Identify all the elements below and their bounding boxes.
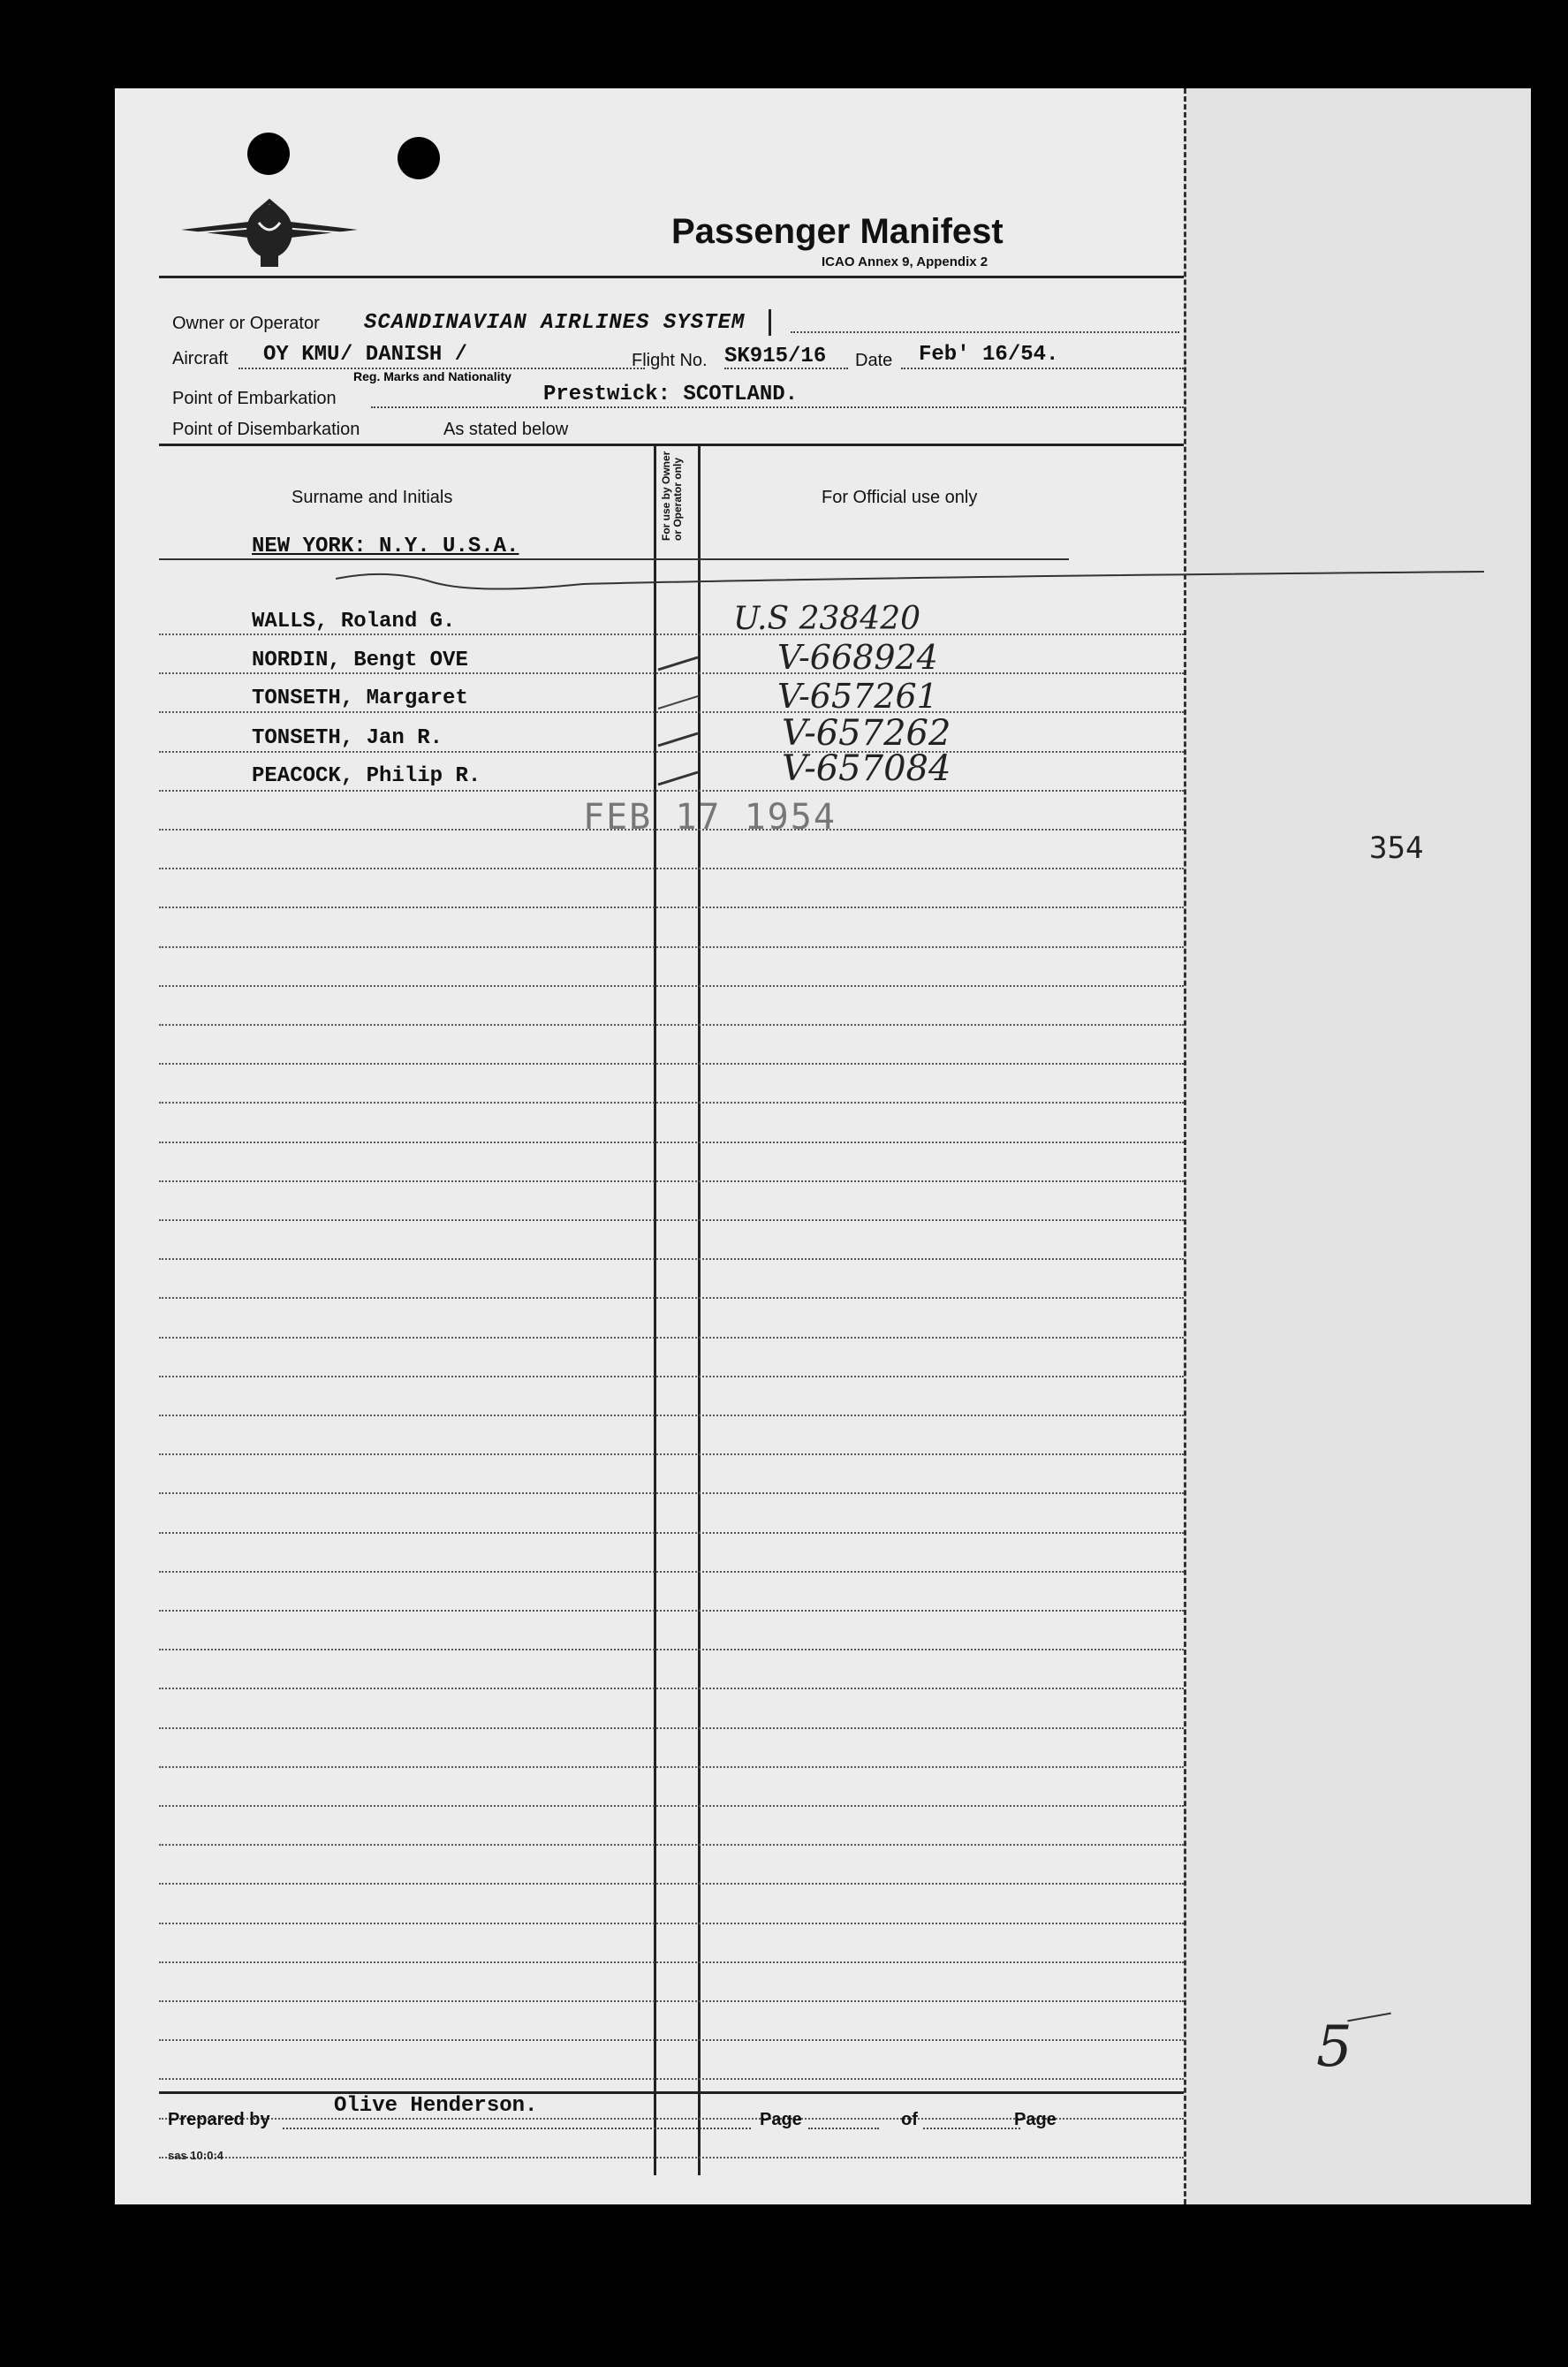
page-line	[808, 2128, 879, 2129]
table-rule-line	[159, 2039, 1184, 2041]
prepared-by-value: Olive Henderson.	[334, 2094, 538, 2118]
tally-mark: 5	[1316, 2014, 1352, 2080]
flight-label: Flight No.	[632, 351, 708, 370]
col-header-owner-use: For use by Owner or Operator only	[660, 451, 684, 541]
table-rule-line	[159, 1883, 1184, 1885]
table-rule-line	[159, 946, 1184, 948]
official-entry: V-668924	[777, 638, 938, 677]
table-rule-line	[159, 1415, 1184, 1416]
table-rule-line	[159, 1492, 1184, 1494]
passenger-name: TONSETH, Jan R.	[252, 726, 443, 750]
official-entry: V-657262	[782, 713, 951, 754]
check-marks	[654, 620, 707, 797]
table-rule-line	[159, 829, 1184, 831]
passenger-name: NORDIN, Bengt OVE	[252, 649, 468, 672]
right-page-area	[1184, 88, 1531, 2204]
disembarkation-value: As stated below	[443, 420, 569, 439]
table-rule-line	[159, 1180, 1184, 1182]
official-entry: V-657261	[777, 677, 938, 716]
table-rule-line	[159, 2157, 1184, 2158]
owner-value: SCANDINAVIAN AIRLINES SYSTEM	[364, 311, 746, 335]
prepared-by-label: Prepared by	[168, 2110, 270, 2129]
punch-hole	[398, 137, 440, 179]
prepared-by-line	[283, 2128, 751, 2129]
col-header-official: For Official use only	[822, 488, 978, 507]
table-rule-line	[159, 1102, 1184, 1104]
table-rule-line	[159, 1258, 1184, 1260]
table-rule-line	[159, 711, 1184, 713]
owner-divider-mark	[769, 309, 771, 336]
table-rule-line	[159, 1571, 1184, 1573]
punch-hole	[247, 133, 290, 175]
manifest-sheet	[115, 88, 1528, 2204]
flight-line	[724, 368, 848, 369]
embarkation-value: Prestwick: SCOTLAND.	[543, 383, 799, 406]
embarkation-line	[371, 406, 1184, 408]
table-rule-line	[159, 790, 1184, 792]
table-rule-line	[159, 633, 1184, 635]
table-rule-line	[159, 1453, 1184, 1455]
aircraft-value: OY KMU	[263, 343, 340, 367]
table-rule-line	[159, 1337, 1184, 1339]
table-rule-line	[159, 1727, 1184, 1729]
table-rule-line	[159, 1844, 1184, 1846]
flight-value: SK915/16	[724, 345, 827, 368]
table-rule-line	[159, 2000, 1184, 2002]
reg-marks-label: Reg. Marks and Nationality	[353, 369, 511, 383]
heading-underline	[159, 558, 1069, 560]
col-header-surname: Surname and Initials	[292, 488, 453, 507]
table-rule-line	[159, 1297, 1184, 1299]
date-stamp: FEB 17 1954	[583, 797, 837, 838]
date-value: Feb' 16/54.	[919, 343, 1059, 367]
form-subtitle: ICAO Annex 9, Appendix 2	[822, 254, 989, 269]
footer-divider	[159, 2091, 1184, 2094]
of-line	[923, 2128, 1020, 2129]
destination-heading: NEW YORK: N.Y. U.S.A.	[252, 535, 519, 558]
passenger-name: TONSETH, Margaret	[252, 687, 468, 710]
owner-line	[791, 331, 1179, 333]
table-rule-line	[159, 1610, 1184, 1612]
page-label-2: Page	[1014, 2110, 1057, 2129]
table-rule-line	[159, 1219, 1184, 1221]
embarkation-label: Point of Embarkation	[172, 389, 337, 408]
disembarkation-label: Point of Disembarkation	[172, 420, 360, 439]
official-entry: U.S 238420	[733, 601, 921, 637]
table-rule-line	[159, 907, 1184, 908]
form-title: Passenger Manifest	[671, 212, 1004, 251]
passenger-name: WALLS, Roland G.	[252, 610, 456, 633]
table-rule-line	[159, 2078, 1184, 2080]
table-rule-line	[159, 1142, 1184, 1143]
table-rule-line	[159, 1961, 1184, 1963]
table-rule-line	[159, 985, 1184, 987]
of-label: of	[901, 2110, 918, 2129]
header-divider	[159, 276, 1184, 278]
pencil-stroke	[336, 561, 1493, 596]
airline-logo-icon	[172, 194, 367, 274]
date-line	[901, 368, 1184, 369]
table-rule-line	[159, 1688, 1184, 1689]
table-rule-line	[159, 1766, 1184, 1768]
table-rule-line	[159, 1376, 1184, 1377]
table-rule-line	[159, 672, 1184, 674]
page-label: Page	[760, 2110, 802, 2129]
table-rule-line	[159, 1024, 1184, 1026]
date-label: Date	[855, 351, 893, 370]
table-rule-line	[159, 1923, 1184, 1924]
form-code: sas 10:0:4	[168, 2149, 223, 2162]
aircraft-label: Aircraft	[172, 349, 229, 368]
table-rule-line	[159, 868, 1184, 869]
owner-label: Owner or Operator	[172, 314, 320, 333]
table-rule-line	[159, 751, 1184, 753]
official-entry: V-657084	[782, 748, 951, 789]
table-rule-line	[159, 1805, 1184, 1807]
table-rule-line	[159, 1532, 1184, 1534]
passenger-table	[159, 444, 1184, 2180]
passenger-name: PEACOCK, Philip R.	[252, 764, 481, 788]
table-rule-line	[159, 1649, 1184, 1650]
table-rule-line	[159, 1063, 1184, 1065]
page-number: 354	[1369, 831, 1424, 866]
nationality-value: / DANISH /	[340, 343, 468, 367]
